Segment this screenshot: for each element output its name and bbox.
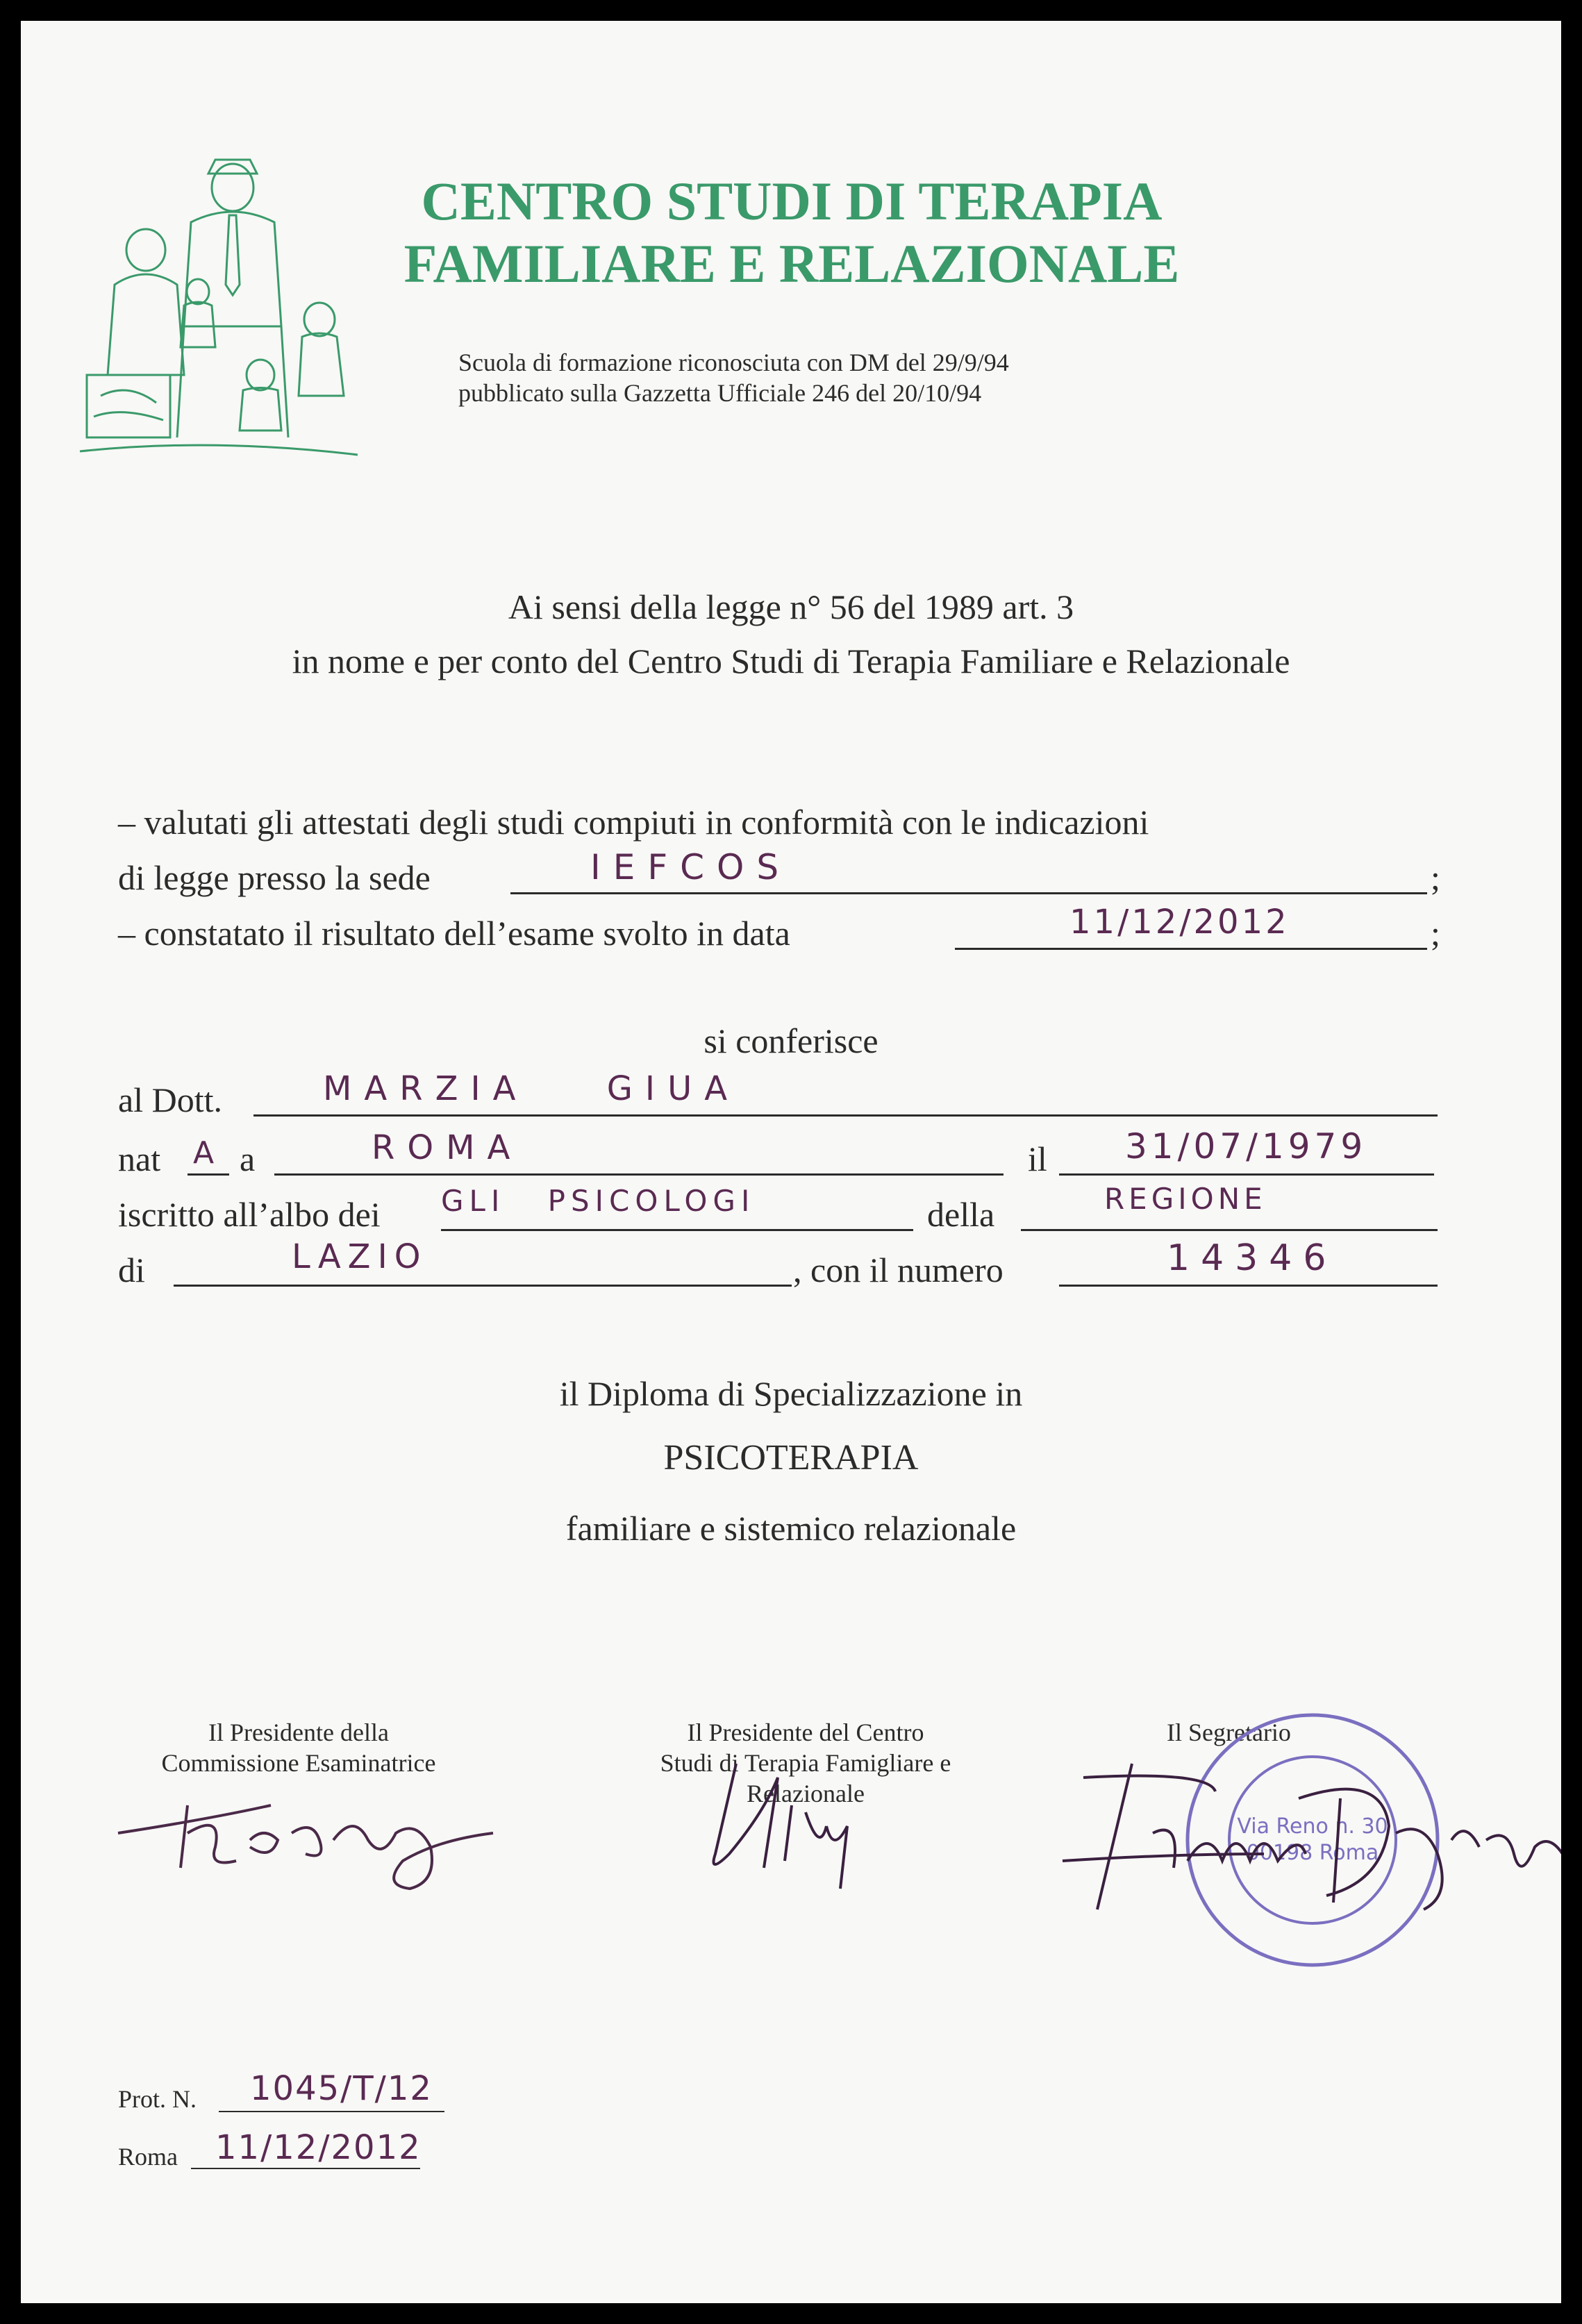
a-label: a: [240, 1139, 256, 1178]
roma-line: [191, 2168, 420, 2169]
body-line-1: – valutati gli attestati degli studi compiuti in conformità con le indicazioni: [118, 803, 1149, 842]
institute-title: [347, 170, 1236, 295]
subtitle-line-1: Scuola di formazione riconosciuta con DM del 29/9/94: [458, 349, 1009, 376]
diploma-orientation: familiare e sistemico relazionale: [565, 1509, 1017, 1548]
numero-value: 14346: [1167, 1237, 1338, 1279]
col2-line-1: Il Presidente del Centro: [687, 1719, 924, 1746]
di-label: di: [118, 1251, 145, 1289]
subtitle-line-2: pubblicato sulla Gazzetta Ufficiale 246 del 20/10/94: [458, 379, 982, 407]
exam-date-value: 11/12/2012: [1069, 903, 1290, 942]
stamp-line-2: 00198 Roma: [1246, 1841, 1379, 1865]
birth-date-value: 31/07/1979: [1125, 1126, 1367, 1167]
title-line-2: FAMILIARE E RELAZIONALE: [403, 233, 1180, 294]
dott-label: al Dott.: [118, 1080, 222, 1119]
prot-line: [219, 2111, 444, 2112]
di-line: [174, 1285, 792, 1287]
signature-3-icon: [1035, 1743, 1561, 1923]
della-label: della: [927, 1195, 995, 1234]
col1-line-1: Il Presidente della: [208, 1719, 389, 1746]
signature-2-icon: [688, 1757, 896, 1896]
preamble: [21, 580, 1561, 688]
family-logo-icon: [73, 146, 365, 465]
diploma-intro: il Diploma di Specializzazione in: [559, 1374, 1023, 1413]
dott-value: MARZIA GIUA: [323, 1069, 740, 1108]
prot-label: Prot. N.: [118, 2085, 197, 2113]
institute-subtitle: [458, 347, 1009, 408]
roma-value: 11/12/2012: [215, 2128, 422, 2167]
di-value: LAZIO: [292, 1237, 428, 1276]
roma-label: Roma: [118, 2143, 178, 2171]
stamp-line-1: Via Reno n. 30: [1237, 1814, 1388, 1839]
exam-semicolon: ;: [1431, 914, 1440, 953]
prot-value: 1045/T/12: [250, 2069, 433, 2108]
col2-line-2: Studi di Terapia Famigliare e: [660, 1749, 951, 1777]
sede-label: di legge presso la sede: [118, 858, 431, 897]
col2-line-3: Relazionale: [747, 1780, 865, 1807]
preamble-line-1: Ai sensi della legge n° 56 del 1989 art. 3: [508, 587, 1074, 626]
sede-value: IEFCOS: [590, 847, 792, 887]
confers-text: si conferisce: [703, 1021, 879, 1060]
exam-line: [955, 948, 1427, 950]
della-line: [1021, 1229, 1438, 1231]
albo-line: [441, 1229, 913, 1231]
certificate-page: [21, 21, 1561, 2303]
numero-line: [1059, 1285, 1438, 1287]
della-value: REGIONE: [1104, 1182, 1267, 1216]
il-label: il: [1028, 1139, 1047, 1178]
sede-semicolon: ;: [1431, 858, 1440, 897]
nat-suffix-value: A: [193, 1135, 215, 1171]
birth-line: [1059, 1173, 1434, 1176]
signature-1-icon: [104, 1764, 507, 1903]
col1-line-2: Commissione Esaminatrice: [161, 1749, 436, 1777]
sede-line: [510, 892, 1427, 894]
albo-value: GLI PSICOLOGI: [441, 1184, 756, 1218]
exam-label: – constatato il risultato dell’esame svolto in data: [118, 914, 790, 953]
nat-label: nat: [118, 1139, 161, 1178]
nat-suffix-line: [188, 1173, 229, 1176]
dott-line: [253, 1114, 1438, 1117]
albo-label: iscritto all’albo dei: [118, 1195, 381, 1234]
place-value: ROMA: [372, 1128, 523, 1167]
title-line-1: CENTRO STUDI DI TERAPIA: [421, 171, 1163, 231]
col3-line-1: Il Segretario: [1167, 1719, 1291, 1746]
place-line: [274, 1173, 1004, 1176]
preamble-line-2: in nome e per conto del Centro Studi di Terapia Familiare e Relazionale: [292, 642, 1290, 680]
diploma-specialty: PSICOTERAPIA: [663, 1438, 919, 1478]
numero-label: , con il numero: [793, 1251, 1004, 1289]
